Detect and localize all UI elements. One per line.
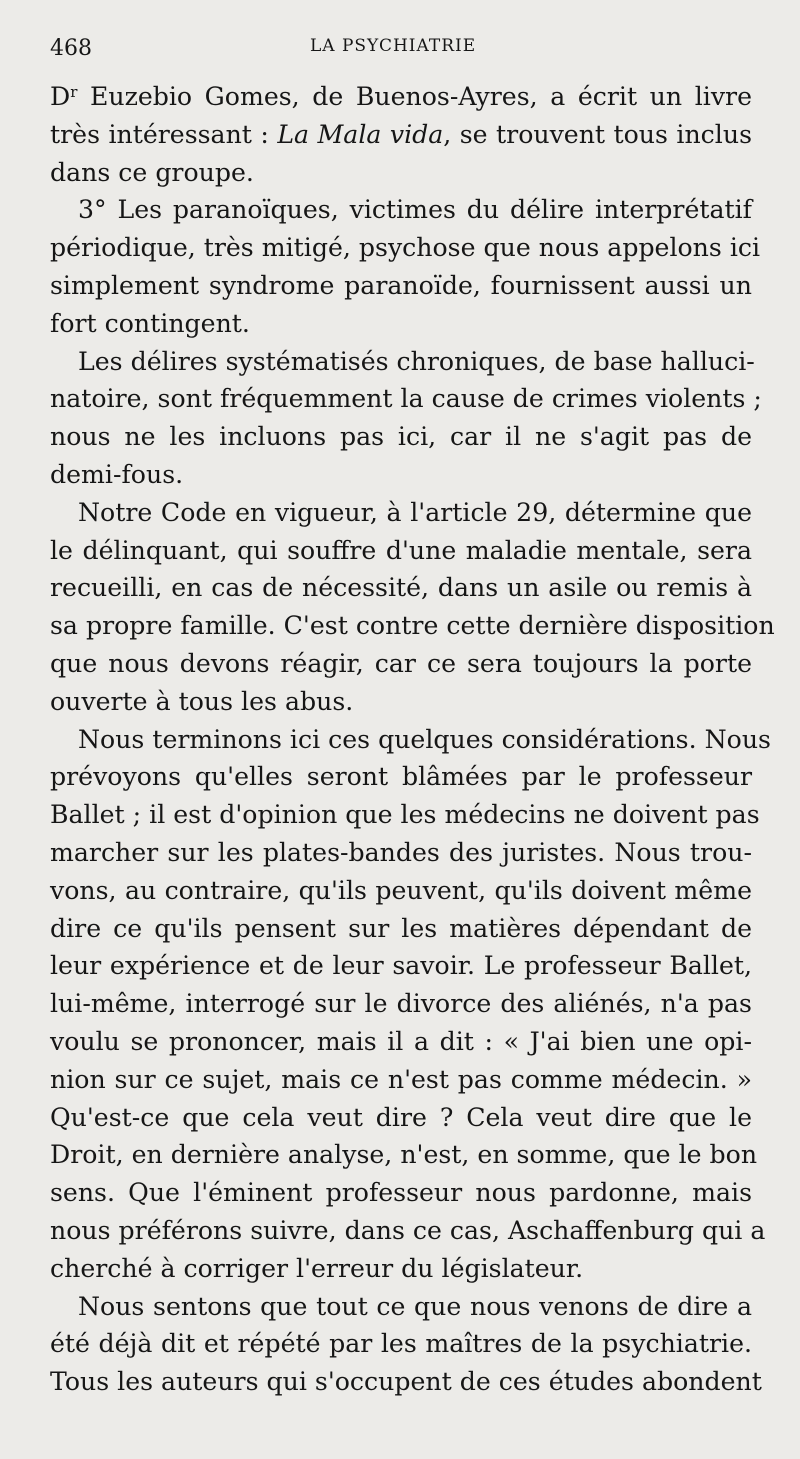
text-run: natoire, sont fréquemment la cause de crimes violents ; — [50, 384, 762, 414]
text-run: D — [50, 82, 71, 111]
text-line — [50, 74, 752, 116]
page-header — [50, 32, 750, 62]
text-run: lui-même, interrogé sur le divorce des aliénés, n'a pas — [50, 989, 752, 1019]
text-run: marcher sur les plates-bandes des juristes. Nous trou- — [50, 837, 752, 867]
page-number: 468 — [50, 36, 92, 61]
text-line — [50, 191, 752, 229]
text-line — [50, 1061, 752, 1099]
text-run: ouverte à tous les abus. — [50, 686, 354, 716]
text-line — [50, 607, 775, 645]
text-line — [50, 1250, 752, 1288]
text-line — [50, 1136, 758, 1174]
superscript-text: r — [70, 83, 78, 101]
text-run: dire ce qu'ils pensent sur les matières dépendant de — [50, 913, 752, 943]
text-line — [50, 154, 752, 192]
text-run: simplement syndrome paranoïde, fournissent aussi un — [50, 270, 752, 300]
text-run: leur expérience et de leur savoir. Le professeur Ballet, — [50, 951, 752, 981]
text-run: vons, au contraire, qu'ils peuvent, qu'ils doivent même — [50, 875, 752, 905]
text-line — [50, 796, 760, 834]
text-line — [50, 683, 752, 721]
text-line — [50, 758, 752, 796]
text-run: voulu se prononcer, mais il a dit : « J'ai bien une opi- — [50, 1026, 752, 1056]
text-run: très intéressant : — [50, 119, 278, 149]
italic-title: La Mala vida — [277, 119, 444, 149]
text-run: sens. Que l'éminent professeur nous pardonne, mais — [50, 1178, 752, 1208]
text-line — [50, 305, 752, 343]
text-run: Notre Code en vigueur, à l'article 29, détermine que — [78, 497, 752, 527]
text-run: Tous les auteurs qui s'occupent de ces études abondent — [50, 1367, 762, 1397]
text-line — [50, 418, 752, 456]
text-line — [50, 1099, 752, 1137]
text-line — [50, 645, 752, 683]
text-line — [50, 834, 752, 872]
text-line — [50, 985, 752, 1023]
text-run: , se trouvent tous inclus — [443, 119, 752, 149]
text-run: périodique, très mitigé, psychose que nous appelons ici — [50, 233, 761, 263]
text-run: dans ce groupe. — [50, 157, 254, 187]
text-run: nion sur ce sujet, mais ce n'est pas comme médecin. » — [50, 1064, 752, 1094]
text-line — [50, 872, 752, 910]
text-line — [50, 1288, 752, 1326]
text-run: nous ne les incluons pas ici, car il ne s'agit pas de — [50, 422, 752, 452]
text-run: prévoyons qu'elles seront blâmées par le professeur — [50, 762, 752, 792]
text-run: Ballet ; il est d'opinion que les médecins ne doivent pas — [50, 800, 760, 830]
text-line — [50, 721, 771, 759]
text-line — [50, 380, 762, 418]
text-run: Nous terminons ici ces quelques considérations. Nous — [78, 724, 771, 754]
text-line — [50, 1023, 752, 1061]
text-run: le délinquant, qui souffre d'une maladie mentale, sera — [50, 535, 752, 565]
text-run: Qu'est-ce que cela veut dire ? Cela veut dire que le — [50, 1102, 752, 1132]
text-line — [50, 1363, 762, 1401]
text-run: fort contingent. — [50, 308, 250, 338]
text-line — [50, 456, 752, 494]
text-run: Droit, en dernière analyse, n'est, en somme, que le bon — [50, 1140, 758, 1170]
text-line — [50, 229, 761, 267]
text-line — [50, 1325, 752, 1363]
body-text — [50, 74, 775, 1401]
text-line — [50, 494, 752, 532]
running-title: LA PSYCHIATRIE — [310, 36, 477, 56]
text-line — [50, 116, 752, 154]
text-run: 3° Les paranoïques, victimes du délire interprétatif — [78, 195, 752, 225]
text-run: recueilli, en cas de nécessité, dans un asile ou remis à — [50, 573, 752, 603]
text-run: cherché à corriger l'erreur du législateur. — [50, 1253, 584, 1283]
text-run: sa propre famille. C'est contre cette dernière disposition — [50, 611, 775, 641]
text-line — [50, 1174, 752, 1212]
text-line — [50, 947, 752, 985]
text-run: été déjà dit et répété par les maîtres de la psychiatrie. — [50, 1329, 752, 1359]
text-line — [50, 343, 755, 381]
text-run: Les délires systématisés chroniques, de base halluci- — [78, 346, 755, 376]
text-line — [50, 910, 752, 948]
text-run: Nous sentons que tout ce que nous venons de dire a — [78, 1291, 752, 1321]
text-line — [50, 1212, 766, 1250]
text-run: nous préférons suivre, dans ce cas, Aschaffenburg qui a — [50, 1215, 766, 1245]
text-line — [50, 267, 752, 305]
text-line — [50, 532, 752, 570]
text-line — [50, 569, 752, 607]
text-run: demi-fous. — [50, 459, 184, 489]
text-run: Euzebio Gomes, de Buenos-Ayres, a écrit un livre — [77, 82, 752, 111]
text-run: que nous devons réagir, car ce sera toujours la porte — [50, 648, 752, 678]
